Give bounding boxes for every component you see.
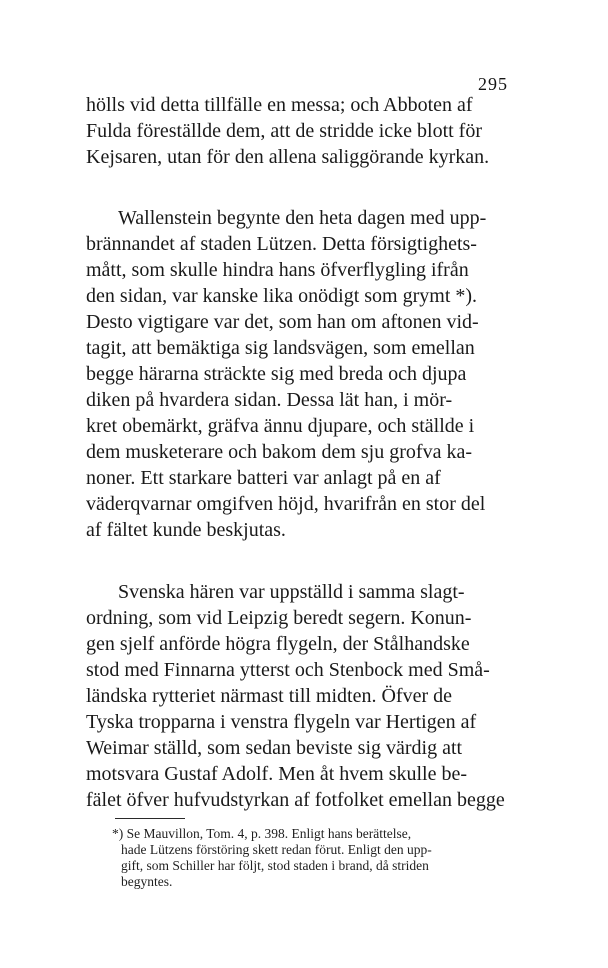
text-line: Svenska hären var uppställd i samma slagt- <box>118 581 465 603</box>
text-line: ordning, som vid Leipzig beredt segern. Konun- <box>86 607 472 629</box>
text-line: diken på hvardera sidan. Dessa lät han, i mör- <box>86 389 453 411</box>
text-line: dem musketerare och bakom dem sju grofva ka- <box>86 441 472 463</box>
text-line: gen sjelf anförde högra flygeln, der Stålhandske <box>86 633 470 655</box>
text-line: den sidan, var kanske lika onödigt som grymt *). <box>86 285 478 307</box>
text-line: brännandet af staden Lützen. Detta försigtighets- <box>86 233 477 255</box>
text-line: Desto vigtigare var det, som han om aftonen vid- <box>86 311 479 333</box>
text-line: Weimar ställd, som sedan beviste sig värdig att <box>86 737 463 759</box>
text-line: Kejsaren, utan för den allena saliggörande kyrkan. <box>86 146 490 168</box>
text-line: fälet öfver hufvudstyrkan af fotfolket emellan begge <box>86 789 505 811</box>
footnote-line: gift, som Schiller har följt, stod staden i brand, då striden <box>121 858 429 873</box>
text-line: stod med Finnarna ytterst och Stenbock med Små- <box>86 659 490 681</box>
text-line: af fältet kunde beskjutas. <box>86 519 286 541</box>
text-line: noner. Ett starkare batteri var anlagt på en af <box>86 467 441 489</box>
text-line: Wallenstein begynte den heta dagen med upp- <box>118 207 487 229</box>
page-number: 295 <box>478 74 508 94</box>
text-line: kret obemärkt, gräfva ännu djupare, och ställde i <box>86 415 475 437</box>
text-line: ländska rytteriet närmast till midten. Öfver de <box>86 685 452 707</box>
text-line: Fulda föreställde dem, att de stridde icke blott för <box>86 120 482 142</box>
text-line: begge härarna sträckte sig med breda och djupa <box>86 363 467 385</box>
footnote-line: *) Se Mauvillon, Tom. 4, p. 398. Enligt hans berättelse, <box>112 826 412 841</box>
footnote-line: begyntes. <box>121 874 173 889</box>
text-line: tagit, att bemäktiga sig landsvägen, som emellan <box>86 337 475 359</box>
footnote-line: hade Lützens förstöring skett redan förut. Enligt den upp- <box>121 842 432 857</box>
text-line: Tyska tropparna i venstra flygeln var Hertigen af <box>86 711 477 733</box>
text-line: motsvara Gustaf Adolf. Men åt hvem skulle be- <box>86 763 468 785</box>
text-line: hölls vid detta tillfälle en messa; och Abboten af <box>86 94 473 116</box>
footnote-divider <box>115 818 185 819</box>
text-line: väderqvarnar omgifven höjd, hvarifrån en stor del <box>86 493 486 515</box>
text-line: mått, som skulle hindra hans öfverflygling ifrån <box>86 259 469 281</box>
